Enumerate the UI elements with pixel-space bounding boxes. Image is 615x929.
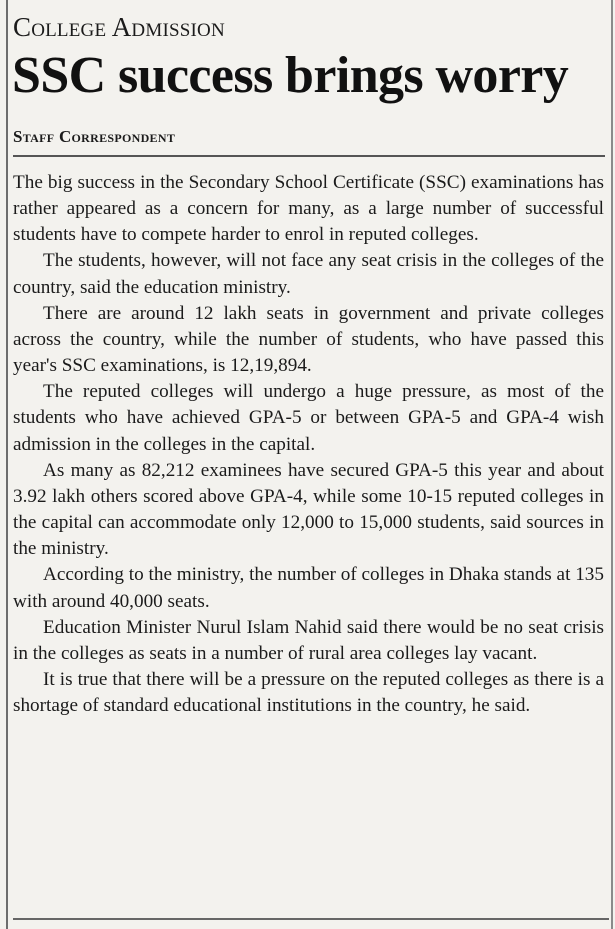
article-body bbox=[13, 170, 604, 719]
paragraph-7: Education Minister Nurul Islam Nahid said there would be no seat crisis in the colleges as seats in a number of rural area colleges lay vacant. bbox=[13, 616, 604, 664]
paragraph-4: The reputed colleges will undergo a huge pressure, as most of the students who have achieved GPA-5 or between GPA-5 and GPA-4 wish admission in the colleges in the capital. bbox=[13, 381, 604, 455]
right-column-rule bbox=[611, 0, 613, 929]
paragraph-2: The students, however, will not face any seat crisis in the colleges of the country, said the education ministry. bbox=[13, 250, 604, 298]
paragraph-8: It is true that there will be a pressure on the reputed colleges as there is a shortage of standard educational institutions in the country, he said. bbox=[13, 668, 604, 717]
headline: SSC success brings worry bbox=[12, 47, 569, 104]
left-column-rule bbox=[6, 0, 8, 929]
kicker: College Admission bbox=[13, 12, 225, 42]
paragraph-5: As many as 82,212 examinees have secured GPA-5 this year and about 3.92 lakh others scored above GPA-4, while some 10-15 reputed colleges in the capital can accommodate only 12,000 to 15,000 students, said sources in the ministry. bbox=[13, 459, 604, 560]
paragraph-1: The big success in the Secondary School Certificate (SSC) examinations has rather appeared as a concern for many, as a large number of successful students have to compete harder to enrol in reputed colleges. bbox=[13, 172, 604, 246]
bottom-divider bbox=[13, 918, 609, 920]
paragraph-3: There are around 12 lakh seats in government and private colleges across the country, while the number of students, who have passed this year's SSC examinations, is 12,19,894. bbox=[13, 302, 604, 377]
paragraph-6: According to the ministry, the number of colleges in Dhaka stands at 135 with around 40,000 seats. bbox=[13, 564, 604, 612]
byline-divider bbox=[13, 155, 605, 157]
byline: Staff Correspondent bbox=[13, 127, 176, 146]
